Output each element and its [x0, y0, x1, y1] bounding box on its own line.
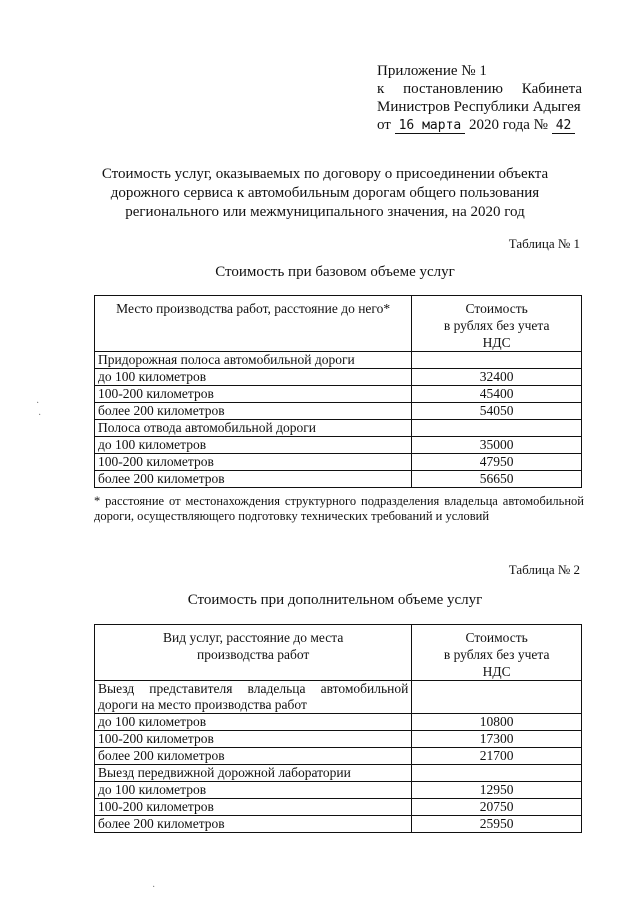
cost-cell: 47950 — [412, 454, 582, 471]
table2-caption: Стоимость при дополнительном объеме услуг — [187, 592, 483, 608]
table2-header-cost: Стоимость в рублях без учета НДС — [412, 625, 582, 681]
section-heading-cell: Полоса отвода автомобильной дороги — [95, 420, 412, 437]
section-heading-cell: Придорожная полоса автомобильной дороги — [95, 352, 412, 369]
table1-header-place: Место производства работ, расстояние до него* — [95, 296, 412, 352]
distance-cell: 100-200 километров — [95, 386, 412, 403]
appendix-cabinet: Кабинета — [521, 81, 582, 97]
table-row — [95, 714, 582, 731]
appendix-resolution: постановлению — [403, 81, 503, 97]
distance-cell: 100-200 километров — [95, 731, 412, 748]
cost-cell: 32400 — [412, 369, 582, 386]
cost-cell — [412, 420, 582, 437]
scan-speck: · — [152, 882, 156, 893]
table-row — [95, 748, 582, 765]
date-value: 16 марта — [395, 118, 466, 134]
table-row — [95, 454, 582, 471]
resolution-number: 42 — [552, 118, 576, 134]
scan-speck: · — [38, 410, 42, 421]
appendix-line-2 — [377, 80, 582, 98]
table-row — [95, 369, 582, 386]
appendix-to: к — [377, 81, 385, 97]
table1-caption: Стоимость при базовом объеме услуг — [215, 264, 455, 280]
date-suffix: 2020 года № — [468, 117, 548, 133]
cost-cell — [412, 352, 582, 369]
distance-cell: до 100 километров — [95, 437, 412, 454]
appendix-line-3: Министров Республики Адыгея — [377, 99, 581, 115]
distance-cell: более 200 километров — [95, 403, 412, 420]
cost-cell: 10800 — [412, 714, 582, 731]
appendix-block — [377, 62, 582, 135]
table-row — [95, 782, 582, 799]
cost-cell: 54050 — [412, 403, 582, 420]
cost-cell: 17300 — [412, 731, 582, 748]
cost-cell: 35000 — [412, 437, 582, 454]
table-row — [95, 437, 582, 454]
distance-cell: более 200 километров — [95, 816, 412, 833]
table-row — [95, 731, 582, 748]
distance-cell: более 200 километров — [95, 748, 412, 765]
table-row — [95, 816, 582, 833]
date-prefix: от — [377, 117, 391, 133]
table1-footnote: * расстояние от местонахождения структурного подразделения владельца автомобильной дороги, осуществляющего подготовку технических требований и условий — [94, 494, 584, 523]
table2-label: Таблица № 2 — [508, 562, 580, 577]
cost-cell — [412, 681, 582, 714]
distance-cell: до 100 километров — [95, 714, 412, 731]
section-heading-cell: Выезд представителя владельца автомобильной дороги на место производства работ — [95, 681, 412, 714]
distance-cell: до 100 километров — [95, 782, 412, 799]
table-row — [95, 386, 582, 403]
distance-cell: более 200 километров — [95, 471, 412, 488]
table2-header-service: Вид услуг, расстояние до места производства работ — [95, 625, 412, 681]
cost-cell — [412, 765, 582, 782]
appendix-date-line — [377, 116, 582, 135]
table1-label: Таблица № 1 — [508, 236, 580, 251]
cost-cell: 25950 — [412, 816, 582, 833]
distance-cell: до 100 километров — [95, 369, 412, 386]
cost-cell: 21700 — [412, 748, 582, 765]
table1-header-cost: Стоимость в рублях без учета НДС — [412, 296, 582, 352]
table2 — [94, 624, 582, 833]
table-row — [95, 403, 582, 420]
distance-cell: 100-200 километров — [95, 454, 412, 471]
document-title: Стоимость услуг, оказываемых по договору о присоединении объекта дорожного сервиса к автомобильным дорогам общего пользования регионального или межмуниципального значения, на 2020 год — [101, 166, 549, 220]
appendix-line-1: Приложение № 1 — [377, 63, 487, 79]
table-row — [95, 352, 582, 369]
cost-cell: 45400 — [412, 386, 582, 403]
scan-speck: · — [36, 398, 40, 409]
cost-cell: 12950 — [412, 782, 582, 799]
table-row — [95, 420, 582, 437]
cost-cell: 20750 — [412, 799, 582, 816]
table-row — [95, 471, 582, 488]
table1 — [94, 295, 582, 488]
distance-cell: 100-200 километров — [95, 799, 412, 816]
table-row — [95, 765, 582, 782]
table-row — [95, 681, 582, 714]
cost-cell: 56650 — [412, 471, 582, 488]
section-heading-cell: Выезд передвижной дорожной лаборатории — [95, 765, 412, 782]
table-row — [95, 799, 582, 816]
